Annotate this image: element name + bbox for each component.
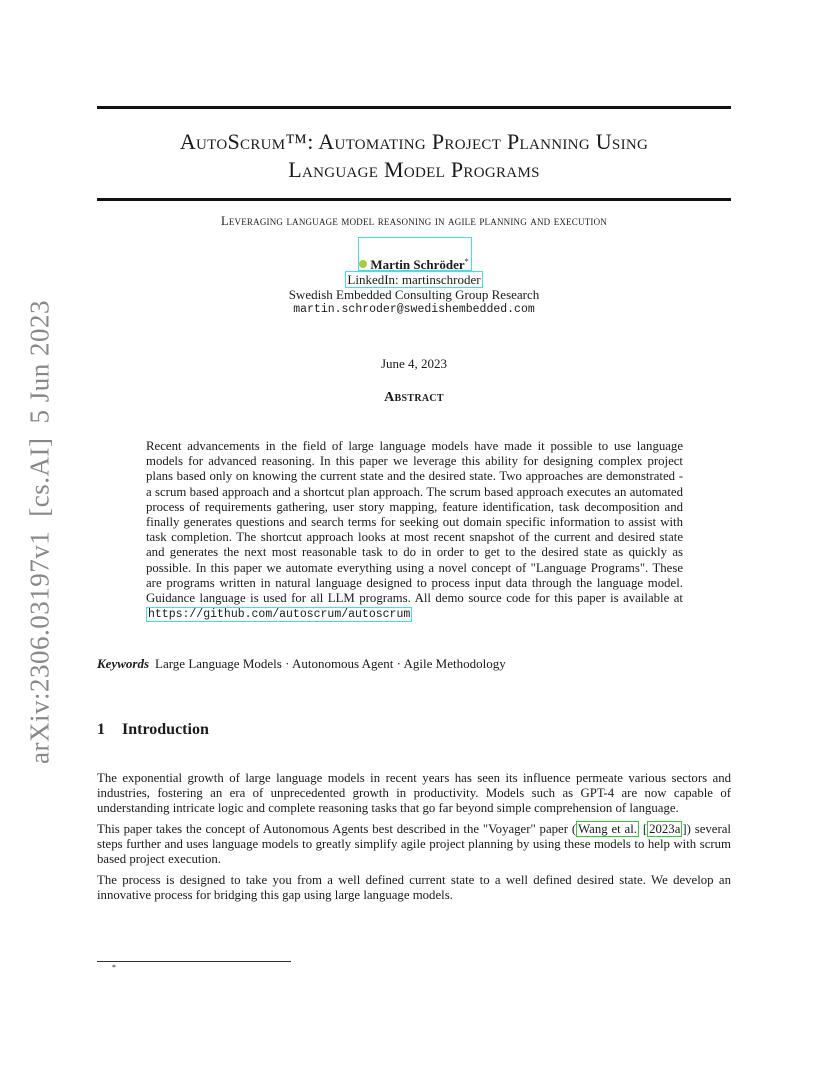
p2-text-after: ]) several steps further and uses language models to greatly simplify agile project planning by using these models to help with scrum based project execution. xyxy=(97,822,731,867)
author-email: martin.schroder@swedishembedded.com xyxy=(293,303,535,316)
github-link[interactable]: https://github.com/autoscrum/autoscrum xyxy=(148,608,411,622)
footnote-mark: * xyxy=(112,963,116,972)
section-number: 1 xyxy=(97,721,105,738)
footnote-rule xyxy=(97,961,291,962)
orcid-icon[interactable] xyxy=(359,260,367,268)
author-affiliation: Swedish Embedded Consulting Group Research xyxy=(288,287,540,302)
p2-cite-sep: [ xyxy=(638,822,648,836)
abstract-text: Recent advancements in the field of large language models have made it possible to use language models for advanced reasoning. In this paper we leverage this ability for designing complex project plans based only on knowing the current state and the desired state. Two approaches are demonstrated - a scrum based approach and a shortcut plan approach. The scrum based approach executes an automated process of requirements gathering, user story mapping, feature identification, task decomposition and finally generates questions and search terms for seeking out domain specific information to assist with task completion. The shortcut approach looks at most recent snapshot of the current and desired state and generates the next most reasonable task to do in order to get to the desired state as quickly as possible. In this paper we automate everything using a novel concept of "Language Programs". These are programs written in natural language designed to process input data through the language model. Guidance language is used for all LLM programs. All demo source code for this paper is available at xyxy=(146,439,683,606)
title-rule-bottom xyxy=(97,198,731,201)
title-line-2: Language Model Programs xyxy=(288,157,540,182)
paper-subtitle: Leveraging language model reasoning in agile planning and execution xyxy=(221,214,607,228)
linkedin-line xyxy=(0,272,828,288)
p2-text-before: This paper takes the concept of Autonomous Agents best described in the "Voyager" paper ( xyxy=(97,822,577,836)
citation-author-link[interactable]: Wang et al. xyxy=(578,822,637,836)
paper-title xyxy=(97,128,731,184)
title-rule-top xyxy=(97,106,731,109)
keywords-label: Keywords xyxy=(97,656,149,671)
citation-year-link[interactable]: 2023a xyxy=(649,822,681,836)
section-heading xyxy=(97,721,209,739)
abstract-body xyxy=(146,439,683,622)
arxiv-id: arXiv:2306.03197v1 xyxy=(24,530,55,764)
arxiv-date: 5 Jun 2023 xyxy=(24,300,55,424)
keywords-text: Large Language Models · Autonomous Agent · Agile Methodology xyxy=(155,656,506,671)
section-title: Introduction xyxy=(122,721,209,738)
paper-date: June 4, 2023 xyxy=(380,356,448,371)
intro-paragraph-1: The exponential growth of large language models in recent years has seen its influence permeate various sectors and industries, fostering an era of unprecedented growth in productivity. Models such as GPT-4 are now capable of understanding intricate logic and complete reasoning tasks that go far beyond simple comprehension of language. xyxy=(97,771,731,816)
arxiv-category: [cs.AI] xyxy=(24,437,55,517)
abstract-heading: Abstract xyxy=(384,390,444,405)
keywords-line xyxy=(97,656,506,672)
intro-paragraph-2 xyxy=(97,822,731,868)
title-line-1: AutoScrum™: Automating Project Planning Using xyxy=(179,129,649,154)
author-footnote-mark[interactable]: * xyxy=(464,257,469,266)
linkedin-link[interactable]: LinkedIn: martinschroder xyxy=(347,272,481,287)
author-name: Martin Schröder xyxy=(370,257,465,272)
intro-paragraph-3: The process is designed to take you from a well defined current state to a well defined desired state. We develop an innovative process for bridging this gap using large language models. xyxy=(97,873,731,903)
